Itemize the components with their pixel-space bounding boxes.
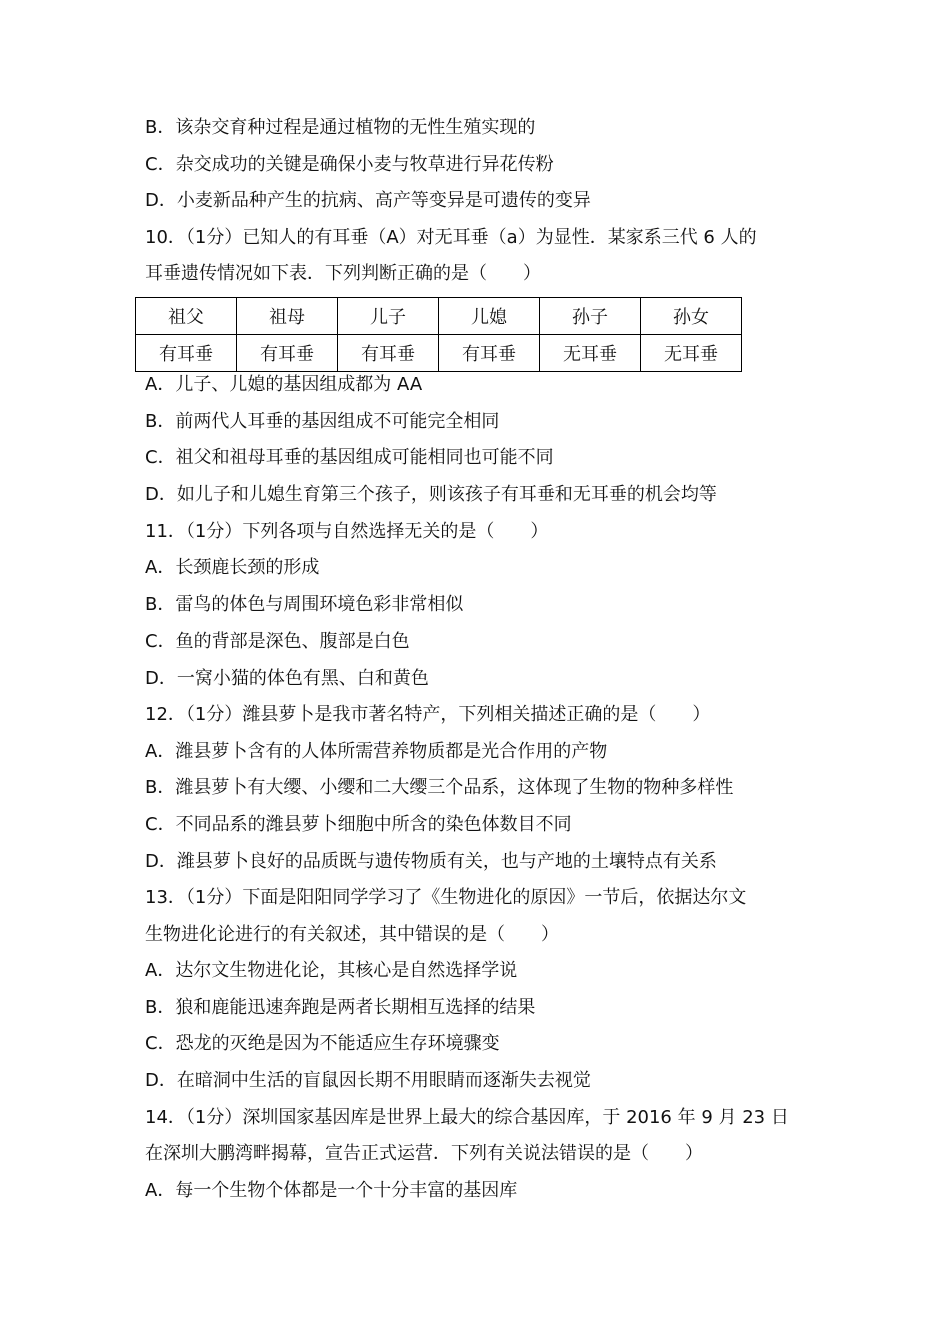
header-granddaughter: 孙女 [641, 298, 742, 335]
option-b-q10: B．前两代人耳垂的基因组成不可能完全相同 [145, 411, 500, 432]
question-11-stem: 11．（1分）下列各项与自然选择无关的是（ ） [145, 521, 549, 542]
header-daughter-in-law: 儿媳 [439, 298, 540, 335]
option-d-q10: D．如儿子和儿媳生育第三个孩子，则该孩子有耳垂和无耳垂的机会均等 [145, 484, 717, 505]
option-a-q11: A．长颈鹿长颈的形成 [145, 557, 320, 578]
question-13-stem-cont: 生物进化论进行的有关叙述，其中错误的是（ ） [145, 924, 559, 945]
header-grandson: 孙子 [540, 298, 641, 335]
question-10-stem-cont: 耳垂遗传情况如下表．下列判断正确的是（ ） [145, 263, 541, 284]
option-a-q10: A．儿子、儿媳的基因组成都为 AA [145, 374, 423, 395]
option-c-q10: C．祖父和祖母耳垂的基因组成可能相同也可能不同 [145, 447, 554, 468]
option-b-q13: B．狼和鹿能迅速奔跑是两者长期相互选择的结果 [145, 997, 536, 1018]
question-14-stem: 14．（1分）深圳国家基因库是世界上最大的综合基因库，于 2016 年 9 月 23 日 [145, 1107, 789, 1128]
option-d-q9: D．小麦新品种产生的抗病、高产等变异是可遗传的变异 [145, 190, 591, 211]
value-grandmother: 有耳垂 [237, 335, 338, 372]
option-c-q13: C．恐龙的灭绝是因为不能适应生存环境骤变 [145, 1033, 500, 1054]
header-grandmother: 祖母 [237, 298, 338, 335]
question-12-stem: 12．（1分）潍县萝卜是我市著名特产，下列相关描述正确的是（ ） [145, 704, 711, 725]
option-b-q11: B．雷鸟的体色与周围环境色彩非常相似 [145, 594, 464, 615]
header-son: 儿子 [338, 298, 439, 335]
option-d-q13: D．在暗洞中生活的盲鼠因长期不用眼睛而逐渐失去视觉 [145, 1070, 591, 1091]
question-14-stem-cont: 在深圳大鹏湾畔揭幕，宣告正式运营．下列有关说法错误的是（ ） [145, 1143, 703, 1164]
option-c-q12: C．不同品系的潍县萝卜细胞中所含的染色体数目不同 [145, 814, 572, 835]
option-d-q12: D．潍县萝卜良好的品质既与遗传物质有关，也与产地的土壤特点有关系 [145, 851, 717, 872]
value-grandson: 无耳垂 [540, 335, 641, 372]
option-b-q9: B．该杂交育种过程是通过植物的无性生殖实现的 [145, 117, 536, 138]
option-a-q12: A．潍县萝卜含有的人体所需营养物质都是光合作用的产物 [145, 741, 608, 762]
option-c-q11: C．鱼的背部是深色、腹部是白色 [145, 631, 410, 652]
value-grandfather: 有耳垂 [136, 335, 237, 372]
option-b-q12: B．潍县萝卜有大缨、小缨和二大缨三个品系，这体现了生物的物种多样性 [145, 777, 734, 798]
table-header-row [136, 298, 742, 335]
value-son: 有耳垂 [338, 335, 439, 372]
option-d-q11: D．一窝小猫的体色有黑、白和黄色 [145, 668, 429, 689]
header-grandfather: 祖父 [136, 298, 237, 335]
question-13-stem: 13．（1分）下面是阳阳同学学习了《生物进化的原因》一节后，依据达尔文 [145, 887, 747, 908]
option-a-q13: A．达尔文生物进化论，其核心是自然选择学说 [145, 960, 518, 981]
question-10-stem: 10．（1分）已知人的有耳垂（A）对无耳垂（a）为显性．某家系三代 6 人的 [145, 227, 757, 248]
value-granddaughter: 无耳垂 [641, 335, 742, 372]
option-a-q14: A．每一个生物个体都是一个十分丰富的基因库 [145, 1180, 518, 1201]
ear-inheritance-table [135, 297, 742, 372]
option-c-q9: C．杂交成功的关键是确保小麦与牧草进行异花传粉 [145, 154, 554, 175]
value-daughter-in-law: 有耳垂 [439, 335, 540, 372]
table-row [136, 335, 742, 372]
